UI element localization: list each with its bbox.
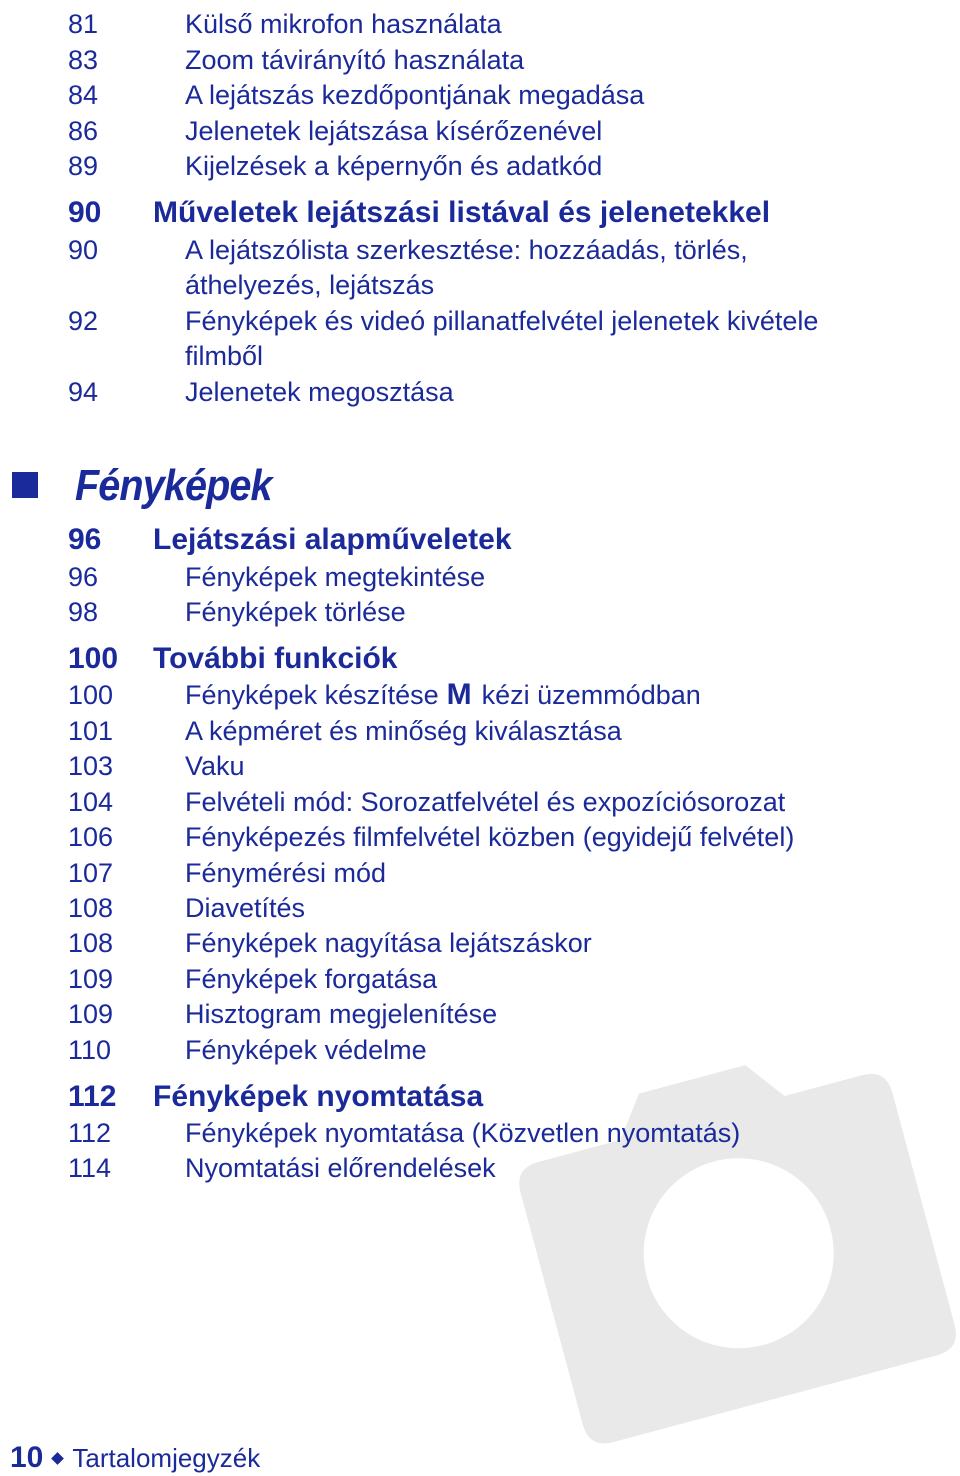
toc-entry[interactable] bbox=[0, 7, 960, 41]
toc-entry[interactable] bbox=[0, 891, 960, 925]
footer-label: Tartalomjegyzék bbox=[72, 1443, 261, 1473]
entry-title: Fényképek törlése bbox=[185, 597, 406, 627]
group-title: Műveletek lejátszási listával és jelenetekkel bbox=[153, 196, 771, 229]
page-number: 86 bbox=[68, 116, 99, 146]
toc-entry[interactable] bbox=[0, 595, 960, 629]
entry-title-part: kézi üzemmódban bbox=[481, 680, 701, 710]
entry-title: Fényképek megtekintése bbox=[185, 562, 486, 592]
entry-title-continued: filmből bbox=[185, 341, 264, 371]
page-number: 98 bbox=[68, 597, 99, 627]
page-number: 106 bbox=[68, 822, 114, 852]
page-number: 90 bbox=[68, 196, 102, 229]
page-number: 83 bbox=[68, 45, 99, 75]
toc-entry[interactable] bbox=[0, 233, 960, 303]
page-number: 112 bbox=[68, 1118, 112, 1148]
toc-entry[interactable] bbox=[0, 1151, 960, 1185]
entry-title-part: Fényképek készítése bbox=[185, 680, 439, 710]
toc-group-heading[interactable] bbox=[0, 642, 960, 676]
page-number: 103 bbox=[68, 751, 114, 781]
page-number: 114 bbox=[68, 1153, 112, 1183]
group-title: További funkciók bbox=[153, 642, 398, 675]
page-number: 100 bbox=[68, 642, 119, 675]
page-number: 89 bbox=[68, 151, 99, 181]
page-number: 108 bbox=[68, 893, 114, 923]
toc-group-heading[interactable] bbox=[0, 523, 960, 557]
entry-title: Felvételi mód: Sorozatfelvétel és expozíciósorozat bbox=[185, 787, 786, 817]
entry-title: Hisztogram megjelenítése bbox=[185, 999, 498, 1029]
page-number: 84 bbox=[68, 80, 99, 110]
toc-entry[interactable] bbox=[0, 962, 960, 996]
entry-title: Külső mikrofon használata bbox=[185, 9, 502, 39]
diamond-separator-icon bbox=[52, 1452, 65, 1465]
toc-group-heading[interactable] bbox=[0, 1080, 960, 1114]
entry-title: Diavetítés bbox=[185, 893, 306, 923]
page-number: 101 bbox=[68, 716, 114, 746]
page-number: 81 bbox=[68, 9, 99, 39]
toc-entry[interactable] bbox=[0, 749, 960, 783]
footer-page-number: 10 bbox=[10, 1441, 44, 1474]
manual-mode-icon: M bbox=[446, 678, 472, 711]
toc-entry[interactable] bbox=[0, 856, 960, 890]
page-number: 96 bbox=[68, 523, 102, 556]
entry-title: Jelenetek lejátszása kísérőzenével bbox=[185, 116, 603, 146]
entry-title: Fényképek védelme bbox=[185, 1035, 427, 1065]
page-number: 94 bbox=[68, 377, 99, 407]
entry-title: A lejátszás kezdőpontjának megadása bbox=[185, 80, 645, 110]
page-number: 108 bbox=[68, 928, 114, 958]
page-number: 109 bbox=[68, 964, 114, 994]
entry-title: Jelenetek megosztása bbox=[185, 377, 454, 407]
toc-entry[interactable] bbox=[0, 1033, 960, 1067]
page-number: 100 bbox=[68, 680, 114, 710]
entry-title: Fényképek nyomtatása (Közvetlen nyomtatás) bbox=[185, 1118, 741, 1148]
entry-title: Fényképek nagyítása lejátszáskor bbox=[185, 928, 592, 958]
entry-title: Nyomtatási előrendelések bbox=[185, 1153, 496, 1183]
toc-entry[interactable] bbox=[0, 43, 960, 77]
toc-entry[interactable] bbox=[0, 926, 960, 960]
page-number: 112 bbox=[68, 1080, 117, 1113]
toc-entry[interactable] bbox=[0, 1116, 960, 1150]
entry-title bbox=[185, 678, 701, 712]
toc-entry[interactable] bbox=[0, 714, 960, 748]
entry-title: Fényképek és videó pillanatfelvétel jelenetek kivétele bbox=[185, 306, 819, 336]
page-number: 104 bbox=[68, 787, 114, 817]
toc-group-heading[interactable] bbox=[0, 196, 960, 230]
toc-entry[interactable] bbox=[0, 304, 960, 374]
section-marker-icon bbox=[12, 472, 38, 498]
entry-title: A képméret és minőség kiválasztása bbox=[185, 716, 622, 746]
toc-entry[interactable] bbox=[0, 114, 960, 148]
page-number: 109 bbox=[68, 999, 114, 1029]
page-number: 96 bbox=[68, 562, 99, 592]
group-title: Fényképek nyomtatása bbox=[153, 1080, 484, 1113]
page-number: 90 bbox=[68, 235, 99, 265]
toc-entry[interactable] bbox=[0, 560, 960, 594]
entry-title-continued: áthelyezés, lejátszás bbox=[185, 270, 435, 300]
toc-entry[interactable] bbox=[0, 678, 960, 712]
page-number: 110 bbox=[68, 1035, 112, 1065]
page-number: 107 bbox=[68, 858, 114, 888]
section-title: Fényképek bbox=[75, 461, 272, 510]
entry-title: Kijelzések a képernyőn és adatkód bbox=[185, 151, 603, 181]
toc-entry[interactable] bbox=[0, 149, 960, 183]
entry-title: Fényképek forgatása bbox=[185, 964, 438, 994]
toc-entry[interactable] bbox=[0, 820, 960, 854]
entry-title: Fényképezés filmfelvétel közben (egyidejű felvétel) bbox=[185, 822, 795, 852]
page-number: 92 bbox=[68, 306, 99, 336]
entry-title: Zoom távirányító használata bbox=[185, 45, 525, 75]
entry-title: A lejátszólista szerkesztése: hozzáadás, törlés, bbox=[185, 235, 748, 265]
page-footer bbox=[10, 1440, 260, 1476]
toc-entry[interactable] bbox=[0, 375, 960, 409]
toc-entry[interactable] bbox=[0, 78, 960, 112]
toc-entry[interactable] bbox=[0, 785, 960, 819]
entry-title: Fénymérési mód bbox=[185, 858, 387, 888]
entry-title: Vaku bbox=[185, 751, 245, 781]
toc-entry[interactable] bbox=[0, 997, 960, 1031]
group-title: Lejátszási alapműveletek bbox=[153, 523, 512, 556]
